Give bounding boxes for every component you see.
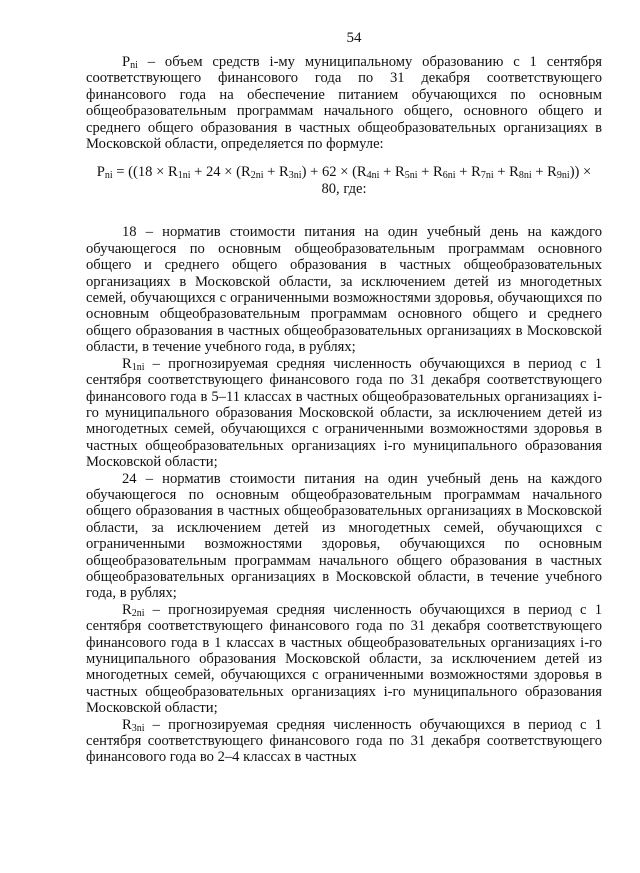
formula-line-2: 80, где:: [321, 181, 367, 198]
formula-part: ) + 62 × (R: [301, 164, 367, 181]
formula-part: = ((18 × R: [112, 164, 178, 181]
paragraph-symbol: R: [122, 355, 132, 372]
formula-lhs: P: [96, 164, 105, 181]
paragraph-symbol: R: [122, 716, 132, 733]
formula-subscript: 8ni: [518, 170, 532, 182]
paragraph-symbol: R: [122, 601, 132, 618]
formula-part: + R: [493, 164, 519, 181]
formula-part: + R: [455, 164, 481, 181]
formula-part: )) ×: [569, 164, 592, 181]
formula-subscript: 7ni: [480, 170, 494, 182]
paragraph-norm-24: [86, 471, 602, 602]
paragraph-norm-18: [86, 224, 602, 355]
formula-part: + R: [531, 164, 557, 181]
formula-subscript: 9ni: [556, 170, 570, 182]
formula: [86, 164, 602, 198]
spacer: [86, 208, 602, 224]
formula-subscript: 5ni: [404, 170, 418, 182]
paragraph-symbol-subscript: 1ni: [131, 361, 145, 373]
intro-paragraph: [86, 54, 602, 152]
formula-part: + R: [263, 164, 289, 181]
paragraph-text: 24 – норматив стоимости питания на один учебный день на каждого обучающегося по основным общеобразовательным программам начального общего образования в частных общеобразовательных организациях в Московской области, за исключением детей из многодетных семей, обучающихся с ограниченными возможностями здоровья, обучающихся по основным общеобразовательным программам начального общего образования в частных общеобразовательных организациях в Московской области, в течение учебного года, в рублях;: [86, 470, 602, 602]
formula-subscript: 4ni: [366, 170, 380, 182]
formula-subscript: 1ni: [177, 170, 191, 182]
paragraph-r2ni: [86, 602, 602, 717]
paragraph-r1ni: [86, 356, 602, 471]
paragraph-symbol-subscript: 3ni: [131, 722, 145, 734]
formula-part: + R: [379, 164, 405, 181]
formula-part: + R: [417, 164, 443, 181]
paragraph-text: – прогнозируемая средняя численность обучающихся в период с 1 сентября соответствующего финансового года по 31 декабря соответствующего финансового года в 1 классах в частных общеобразовательных организациях i-го муниципального образования Московской области, за исключением детей из многодетных семей, обучающихся с ограниченными возможностями здоровья в частных общеобразовательных организациях i-го муниципального образования Московской области;: [86, 601, 602, 717]
intro-symbol-subscript: ni: [130, 60, 138, 71]
formula-subscript: 2ni: [250, 170, 264, 182]
intro-symbol: P: [122, 54, 131, 70]
paragraph-text: 18 – норматив стоимости питания на один учебный день на каждого обучающегося по основным общеобразовательным программам основного общего и среднего общего образования в частных общеобразовательных организациях в Московской области, за исключением детей из многодетных семей, обучающихся с ограниченными возможностями здоровья, обучающихся по основным общеобразовательным программам основного общего и среднего общего образования в частных общеобразовательных организациях в Московской области, в течение учебного года, в рублях;: [86, 224, 602, 356]
paragraph-symbol-subscript: 2ni: [131, 607, 145, 619]
paragraph-text: – прогнозируемая средняя численность обучающихся в период с 1 сентября соответствующего финансового года по 31 декабря соответствующего финансового года в 5–11 классах в частных общеобразовательных организациях i-го муниципального образования Московской области, за исключением детей из многодетных семей, обучающихся с ограниченными возможностями здоровья в частных общеобразовательных организациях i-го муниципального образования Московской области;: [86, 355, 602, 471]
formula-lhs-subscript: ni: [104, 170, 113, 182]
formula-line-1: [86, 164, 602, 181]
page-number: 54: [346, 30, 362, 46]
formula-subscript: 6ni: [442, 170, 456, 182]
formula-part: + 24 × (R: [190, 164, 251, 181]
paragraph-text: – прогнозируемая средняя численность обучающихся в период с 1 сентября соответствующего финансового года по 31 декабря соответствующего финансового года во 2–4 классах в частных: [86, 716, 602, 766]
paragraph-r3ni: [86, 717, 602, 766]
formula-subscript: 3ni: [288, 170, 302, 182]
intro-text: – объем средств i-му муниципальному образованию с 1 сентября соответствующего финансового года по 31 декабря соответствующего финансового года на обеспечение питанием обучающихся по основным общеобразовательным программам начального общего, основного общего и среднего общего образования в частных общеобразовательных организациях в Московской области, определяется по формуле:: [86, 54, 602, 153]
